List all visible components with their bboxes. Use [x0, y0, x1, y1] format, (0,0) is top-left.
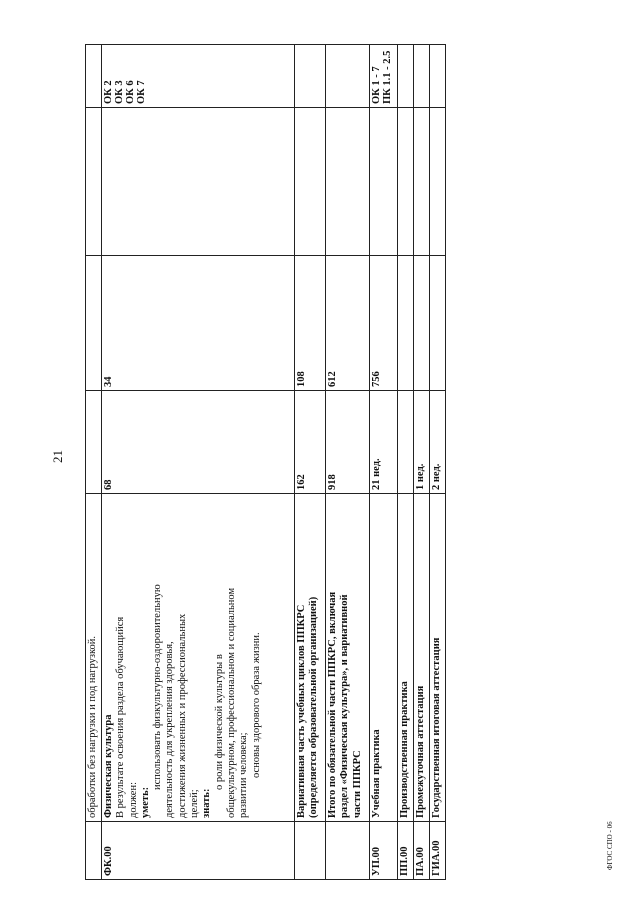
- table-row: [430, 45, 446, 880]
- competencies-cell: [102, 45, 295, 108]
- fk-umet-heading: уметь:: [139, 786, 151, 818]
- page-number: 21: [50, 450, 65, 463]
- table-row: [414, 45, 430, 880]
- fk-text-line: основы здорового образа жизни.: [250, 632, 262, 778]
- fk-title: Физическая культура: [103, 714, 114, 818]
- fk-text-line: развитии человека;: [238, 732, 250, 818]
- weeks-cell: 21 нед.: [370, 391, 398, 494]
- competency-code: ОК 6: [125, 80, 136, 104]
- fk-intro-line: должен:: [127, 781, 139, 818]
- competency-code: ПК 1.1 - 2.5: [382, 50, 393, 104]
- table-row: [370, 45, 398, 880]
- fk-znat-heading: знать:: [201, 788, 213, 818]
- text-line: (определяется образовательной организацией): [308, 596, 320, 818]
- table-row: [326, 45, 370, 880]
- curriculum-table: [85, 44, 446, 880]
- competency-code: ОК 7: [136, 80, 147, 104]
- class-hours-cell: 612: [326, 256, 370, 391]
- total-description: [326, 494, 370, 822]
- weeks-cell: 2 нед.: [430, 391, 446, 494]
- fk-text-line: целей;: [189, 789, 201, 818]
- row-code: ГИА.00: [430, 822, 446, 880]
- competency-code: ОК 2: [103, 80, 114, 104]
- fk-text-line: деятельность для укрепления здоровья,: [164, 641, 176, 818]
- fk-intro-line: В результате освоения раздела обучающийся: [115, 616, 127, 818]
- table-row: [295, 45, 326, 880]
- competencies-cell: [370, 45, 398, 108]
- table-row: [398, 45, 414, 880]
- text-line: Итого по обязательной части ППКРС, включая: [327, 591, 338, 818]
- continuation-text: обработки без нагрузки и под нагрузкой.: [86, 494, 102, 822]
- max-load-cell: 68: [102, 391, 295, 494]
- max-load-cell: 918: [326, 391, 370, 494]
- class-hours-cell: 108: [295, 256, 326, 391]
- table-row: [86, 45, 102, 880]
- variative-description: [295, 494, 326, 822]
- row-code: УП.00: [370, 822, 398, 880]
- row-code: ПА.00: [414, 822, 430, 880]
- fk-text-line: достижения жизненных и профессиональных: [176, 613, 188, 818]
- text-line: Вариативная часть учебных циклов ППКРС: [296, 604, 307, 818]
- table-row: [102, 45, 295, 880]
- row-code: ФК.00: [102, 822, 295, 880]
- class-hours-cell: 34: [102, 256, 295, 391]
- row-name: Производственная практика: [398, 494, 414, 822]
- fk-description: [102, 494, 295, 822]
- fk-text-line: общекультурном, профессиональном и социальном: [225, 587, 237, 818]
- text-line: раздел «Физическая культура», и вариативной: [339, 594, 351, 818]
- hours-cell: 756: [370, 256, 398, 391]
- fk-text-line: использовать физкультурно-оздоровительную: [152, 584, 164, 790]
- text-line: части ППКРС: [351, 750, 363, 818]
- max-load-cell: 162: [295, 391, 326, 494]
- footer-document-code: ФГОС СПО - 06: [606, 821, 614, 870]
- curriculum-table-rotated: [85, 45, 442, 880]
- competency-code: ОК 1 - 7: [371, 66, 382, 104]
- competency-code: ОК 3: [114, 80, 125, 104]
- row-name: Учебная практика: [370, 494, 398, 822]
- row-code: ПП.00: [398, 822, 414, 880]
- row-name: Промежуточная аттестация: [414, 494, 430, 822]
- weeks-cell: 1 нед.: [414, 391, 430, 494]
- fk-text-line: о роли физической культуры в: [213, 654, 225, 790]
- row-name: Государственная итоговая аттестация: [430, 494, 446, 822]
